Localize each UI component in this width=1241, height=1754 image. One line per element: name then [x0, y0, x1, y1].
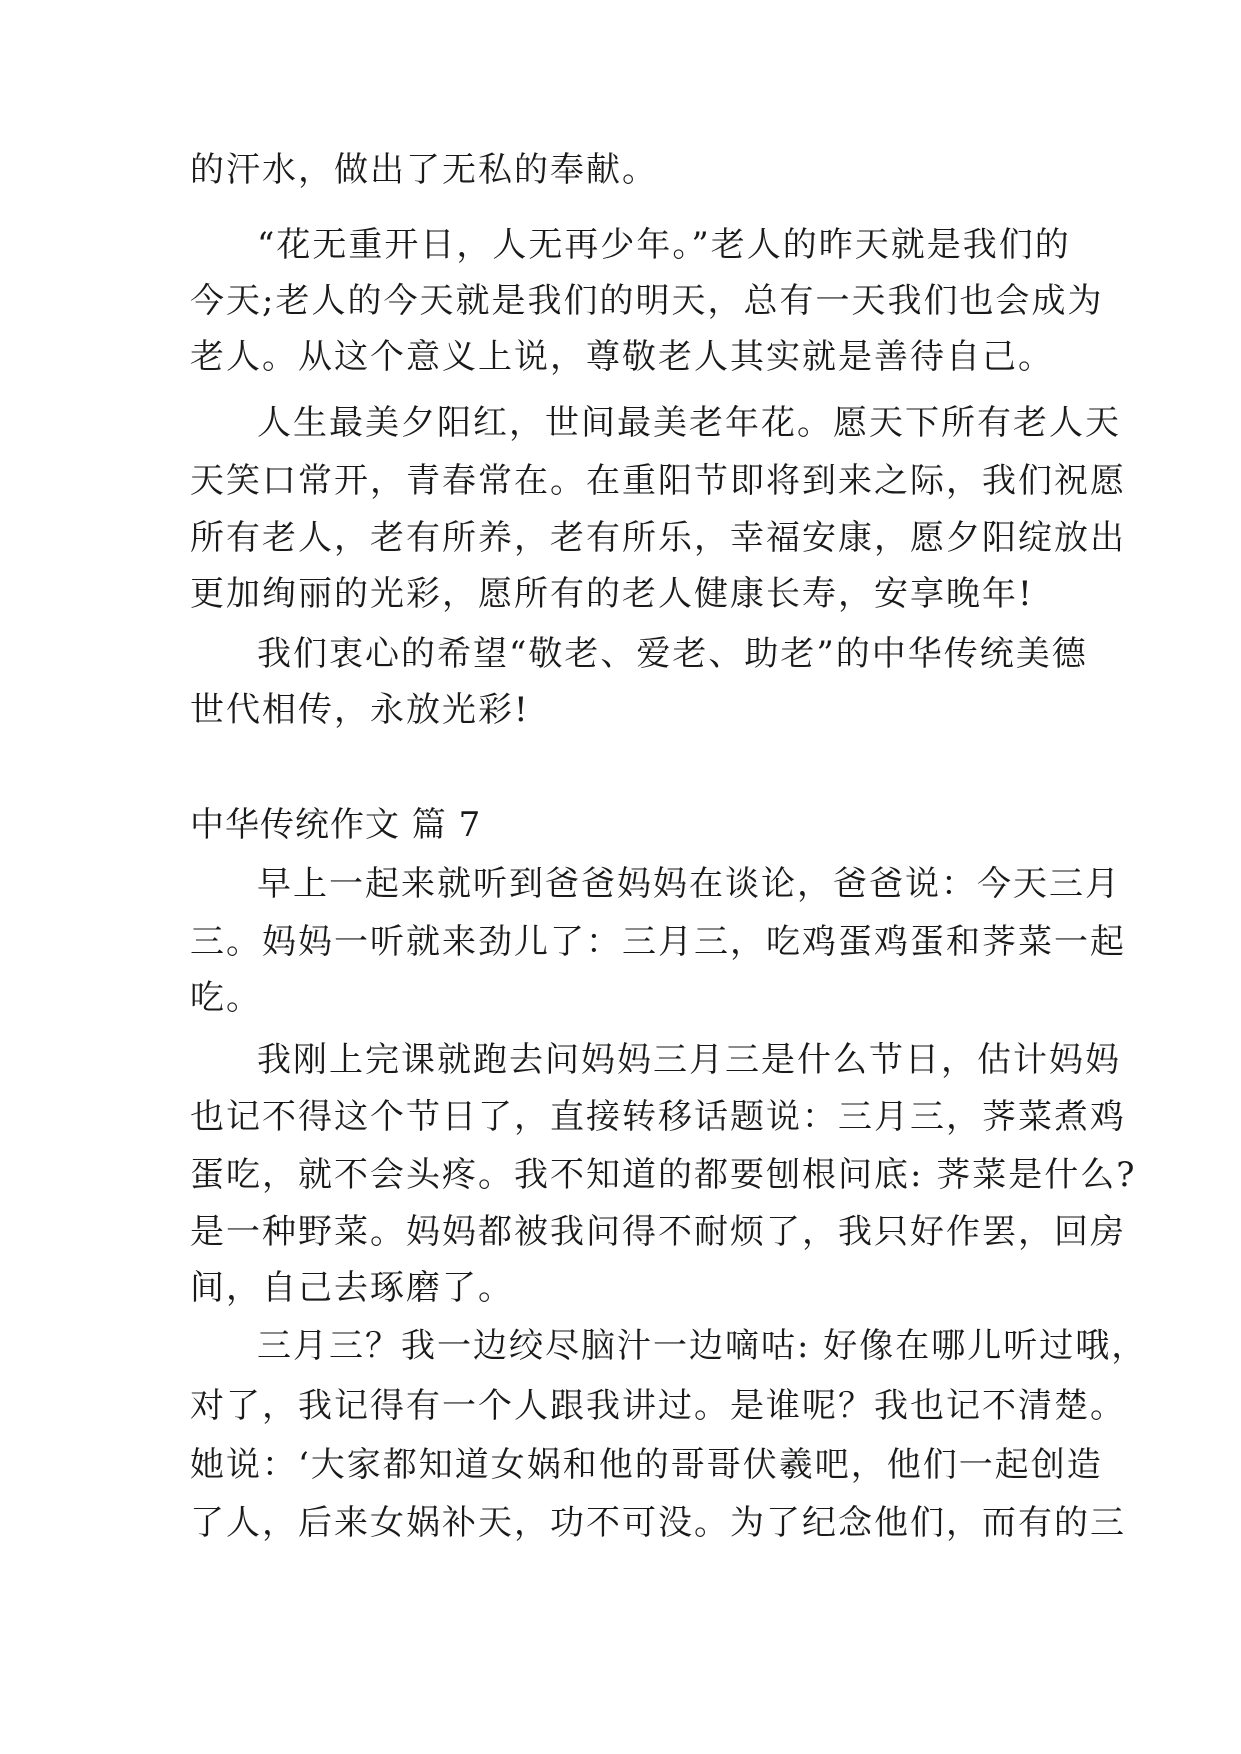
paragraph-line: 间，自己去琢磨了。: [190, 1268, 514, 1308]
paragraph-line: 更加绚丽的光彩，愿所有的老人健康长寿，安享晚年!: [190, 574, 1034, 614]
paragraph-line: 三月三？我一边绞尽脑汁一边嘀咕: 好像在哪儿听过哦，: [257, 1326, 1148, 1366]
paragraph-line: 也记不得这个节日了，直接转移话题说：三月三，荠菜煮鸡: [190, 1097, 1126, 1137]
paragraph-line: 对了，我记得有一个人跟我讲过。是谁呢？我也记不清楚。: [190, 1386, 1126, 1426]
paragraph-line: 我刚上完课就跑去问妈妈三月三是什么节日，估计妈妈: [257, 1040, 1121, 1080]
paragraph-line: 是一种野菜。妈妈都被我问得不耐烦了，我只好作罢，回房: [190, 1212, 1126, 1252]
paragraph-line: 她说：‘大家都知道女娲和他的哥哥伏羲吧，他们一起创造: [190, 1445, 1103, 1485]
paragraph-line: “花无重开日，人无再少年。”老人的昨天就是我们的: [257, 225, 1071, 265]
paragraph-line: 三。妈妈一听就来劲儿了：三月三，吃鸡蛋鸡蛋和荠菜一起: [190, 922, 1126, 962]
paragraph-line: 蛋吃，就不会头疼。我不知道的都要刨根问底: 荠菜是什么?: [190, 1155, 1137, 1195]
paragraph-line: 的汗水，做出了无私的奉献。: [190, 150, 658, 190]
paragraph-line: 今天;老人的今天就是我们的明天，总有一天我们也会成为: [190, 281, 1104, 321]
paragraph-line: 天笑口常开，青春常在。在重阳节即将到来之际，我们祝愿: [190, 461, 1126, 501]
paragraph-line: 吃。: [190, 978, 262, 1018]
paragraph-line: 了人，后来女娲补天，功不可没。为了纪念他们，而有的三: [190, 1503, 1126, 1543]
paragraph-line: 世代相传，永放光彩!: [190, 690, 530, 730]
paragraph-line: 所有老人，老有所养，老有所乐，幸福安康，愿夕阳绽放出: [190, 518, 1126, 558]
paragraph-line: 人生最美夕阳红，世间最美老年花。愿天下所有老人天: [257, 403, 1121, 443]
paragraph-line: 早上一起来就听到爸爸妈妈在谈论，爸爸说：今天三月: [257, 864, 1121, 904]
section-heading: 中华传统作文 篇 7: [190, 805, 482, 845]
paragraph-line: 我们衷心的希望“敬老、爱老、助老”的中华传统美德: [257, 634, 1088, 674]
paragraph-line: 老人。从这个意义上说，尊敬老人其实就是善待自己。: [190, 337, 1054, 377]
